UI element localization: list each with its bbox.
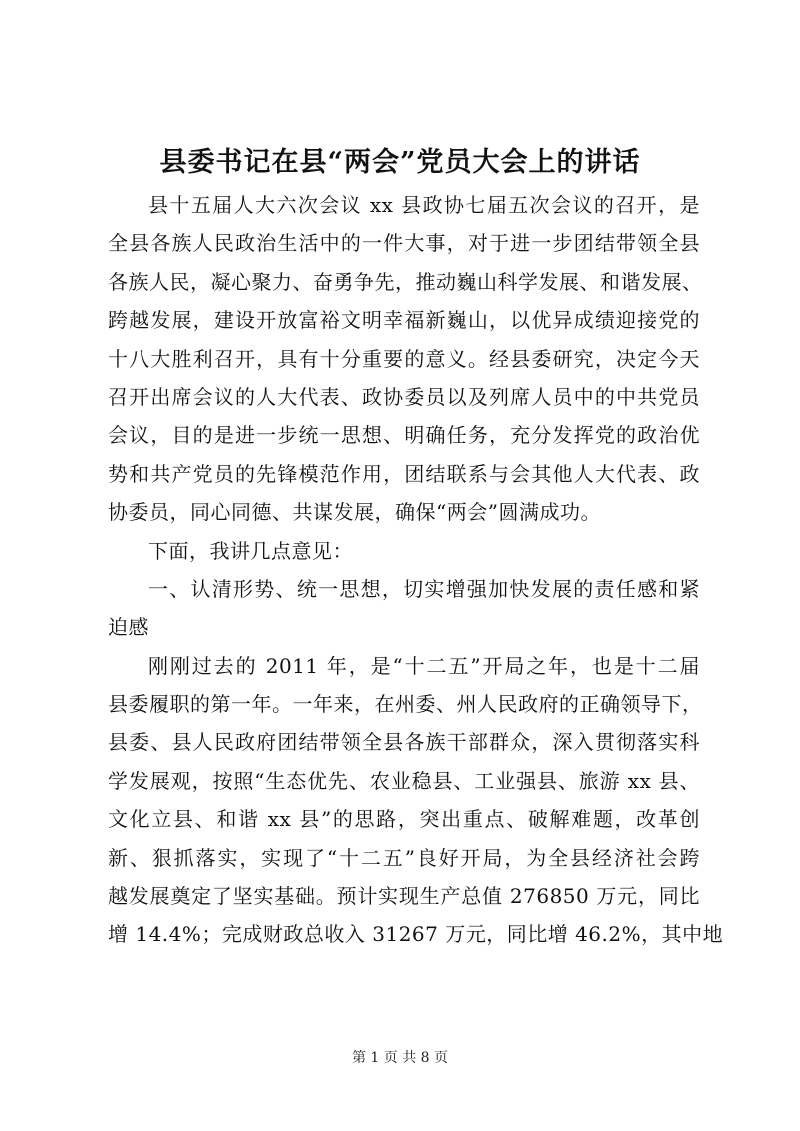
text-line: 一、认清形势、统一思想，切实增强加快发展的责任感和紧 xyxy=(148,576,700,601)
text-line: 全县各族人民政治生活中的一件大事，对于进一步团结带领全县 xyxy=(108,231,700,256)
section-heading-1 xyxy=(108,570,700,647)
text-line: 学发展观，按照“生态优先、农业稳县、工业强县、旅游 xx 县、 xyxy=(108,768,700,793)
text-line: 各族人民，凝心聚力、奋勇争先，推动巍山科学发展、和谐发展、 xyxy=(108,269,703,294)
text-line: 文化立县、和谐 xx 县”的思路，突出重点、破解难题，改革创 xyxy=(108,807,700,832)
text-line: 十八大胜利召开，具有十分重要的意义。经县委研究，决定今天 xyxy=(108,346,700,371)
text-line: 召开出席会议的人大代表、政协委员以及列席人员中的中共党员 xyxy=(108,384,700,409)
text-line: 协委员，同心同德、共谋发展，确保“两会”圆满成功。 xyxy=(108,500,601,525)
text-line: 越发展奠定了坚实基础。预计实现生产总值 276850 万元，同比 xyxy=(108,884,700,909)
text-line: 县委、县人民政府团结带领全县各族干部群众，深入贯彻落实科 xyxy=(108,730,700,755)
text-line: 新、狠抓落实，实现了“十二五”良好开局，为全县经济社会跨 xyxy=(108,845,700,870)
text-line: 刚刚过去的 2011 年，是“十二五”开局之年，也是十二届 xyxy=(148,653,700,678)
text-line: 跨越发展，建设开放富裕文明幸福新巍山，以优异成绩迎接党的 xyxy=(108,308,700,333)
text-line: 下面，我讲几点意见： xyxy=(148,538,353,563)
text-line: 迫感 xyxy=(108,615,149,640)
text-line: 势和共产党员的先锋模范作用，团结联系与会其他人大代表、政 xyxy=(108,461,700,486)
paragraph-review xyxy=(108,647,724,954)
text-line: 县委履职的第一年。一年来，在州委、州人民政府的正确领导下， xyxy=(108,692,703,717)
paragraph-opening xyxy=(108,186,703,532)
page-title: 县委书记在县“两会”党员大会上的讲话 xyxy=(159,147,641,178)
text-line: 会议，目的是进一步统一思想、明确任务，充分发挥党的政治优 xyxy=(108,423,700,448)
document-body xyxy=(108,186,724,954)
paragraph-intro xyxy=(108,532,700,570)
text-line: 增 14.4%；完成财政总收入 31267 万元，同比增 46.2%，其中地 xyxy=(108,922,724,947)
page-number-footer: 第 1 页 共 8 页 xyxy=(351,1050,449,1066)
text-line: 县十五届人大六次会议 xx 县政协七届五次会议的召开，是 xyxy=(148,193,700,217)
